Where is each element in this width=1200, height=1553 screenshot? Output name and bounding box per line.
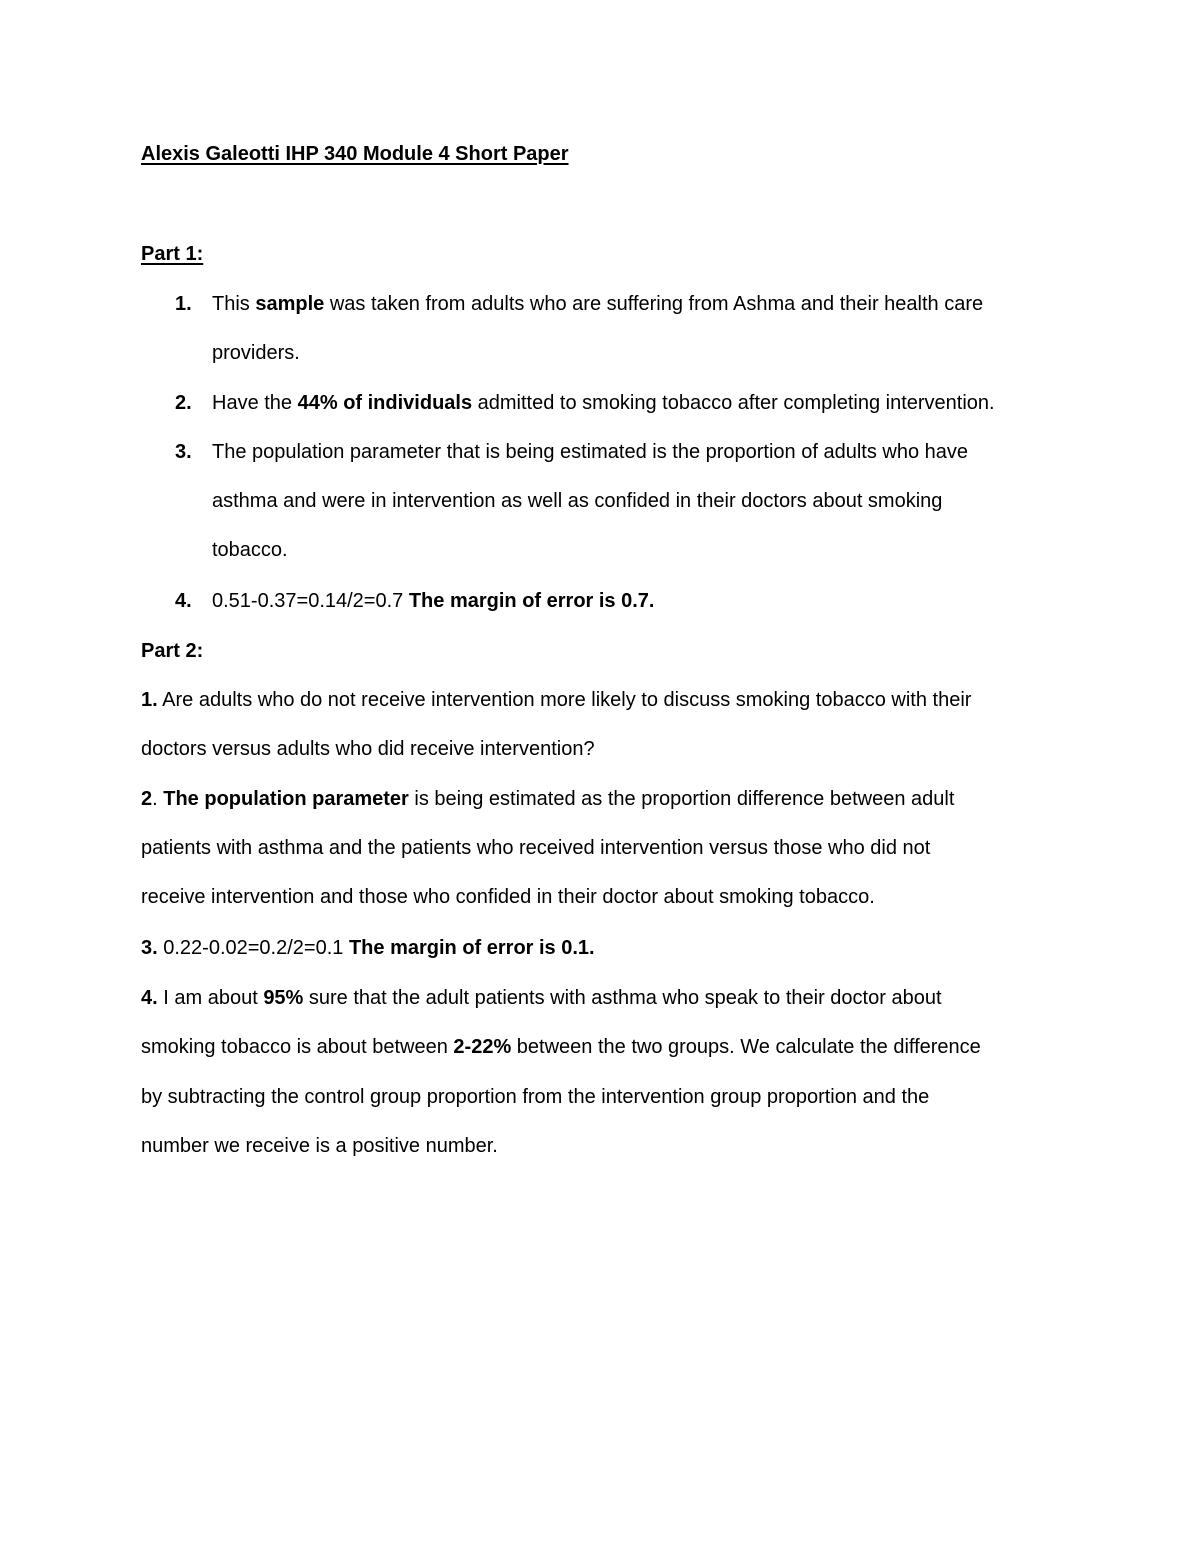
bold-term: 2-22% <box>453 1036 512 1058</box>
item-number: 1. <box>141 689 158 711</box>
text-run: was taken from adults who are suffering from Ashma and their health care <box>324 293 984 315</box>
part1-item3-line2: asthma and were in intervention as well as confided in their doctors about smoking <box>212 490 943 512</box>
bold-term: sample <box>255 293 325 315</box>
document-title: Alexis Galeotti IHP 340 Module 4 Short Paper <box>141 143 569 165</box>
part2-heading: Part 2: <box>141 640 204 662</box>
part2-item2-line1 <box>141 787 954 811</box>
bold-term: The population parameter <box>163 788 409 810</box>
bold-term: The margin of error is 0.7. <box>408 590 655 612</box>
text-run: I am about <box>157 987 264 1009</box>
item-number: 3. <box>141 937 158 959</box>
part2-item4-line2 <box>141 1035 981 1059</box>
part1-heading: Part 1: <box>141 243 204 265</box>
text-run: This <box>212 293 256 315</box>
part1-item1-number: 1. <box>175 293 192 315</box>
part1-item1-line1 <box>212 292 983 316</box>
part2-item1-line1 <box>141 688 971 712</box>
text-run: smoking tobacco is about between <box>141 1036 454 1058</box>
part2-item1-line2: doctors versus adults who did receive intervention? <box>141 738 595 760</box>
bold-term: 95% <box>263 987 304 1009</box>
part2-item2-line3: receive intervention and those who confided in their doctor about smoking tobacco. <box>141 886 875 908</box>
part1-item3-line1: The population parameter that is being estimated is the proportion of adults who have <box>212 441 969 463</box>
bold-term: 44% of individuals <box>297 392 473 414</box>
text-run: Are adults who do not receive intervention more likely to discuss smoking tobacco with their <box>157 689 972 711</box>
part1-item1-line2: providers. <box>212 342 300 364</box>
text-run: 0.51-0.37=0.14/2=0.7 <box>212 590 409 612</box>
part1-item2-number: 2. <box>175 392 192 414</box>
text-run: between the two groups. We calculate the difference <box>511 1036 981 1058</box>
part2-item4-line1 <box>141 986 942 1010</box>
part1-item4-number: 4. <box>175 590 192 612</box>
text-run: . <box>152 788 164 810</box>
part1-item3-line3: tobacco. <box>212 539 288 561</box>
part2-item2-line2: patients with asthma and the patients who received intervention versus those who did not <box>141 837 931 859</box>
text-run: is being estimated as the proportion difference between adult <box>408 788 955 810</box>
part2-item4-line4: number we receive is a positive number. <box>141 1135 498 1157</box>
part1-item3-number: 3. <box>175 441 192 463</box>
part2-item3-line1 <box>141 936 595 960</box>
item-number: 4. <box>141 987 158 1009</box>
text-run: Have the <box>212 392 298 414</box>
part1-item4-line1 <box>212 589 654 613</box>
item-number: 2 <box>141 788 153 810</box>
part1-item2-line1 <box>212 391 995 415</box>
text-run: 0.22-0.02=0.2/2=0.1 <box>157 937 349 959</box>
bold-term: The margin of error is 0.1. <box>348 937 595 959</box>
text-run: sure that the adult patients with asthma who speak to their doctor about <box>303 987 942 1009</box>
part2-item4-line3: by subtracting the control group proportion from the intervention group proportion and the <box>141 1086 930 1108</box>
text-run: admitted to smoking tobacco after completing intervention. <box>472 392 995 414</box>
